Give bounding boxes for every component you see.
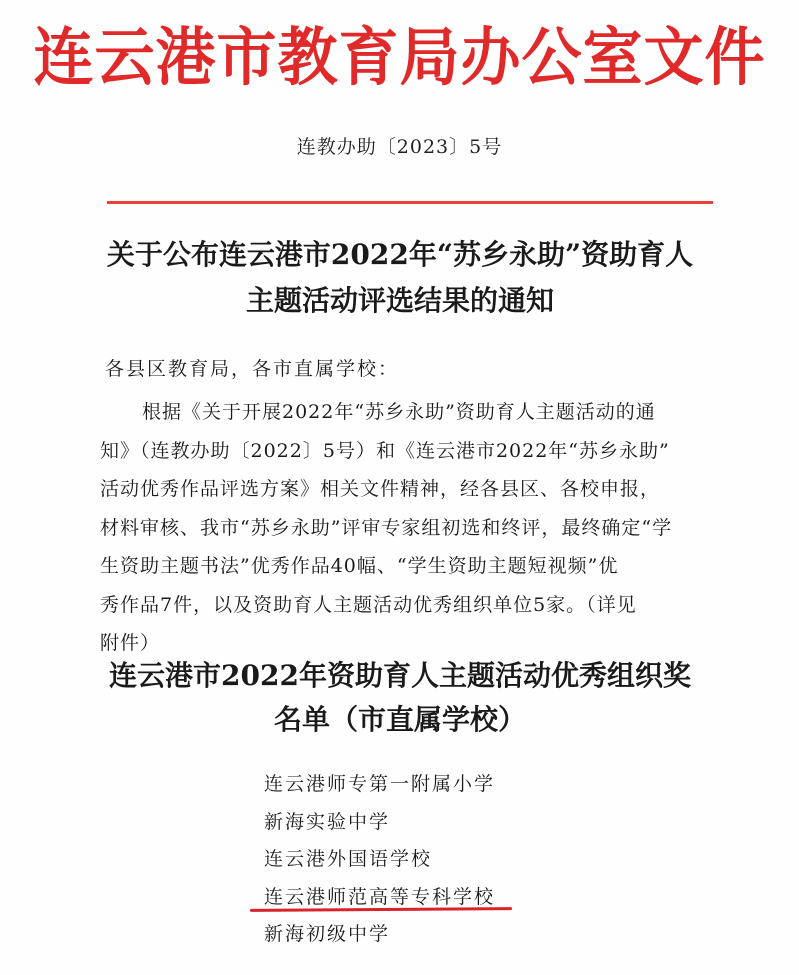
list-item: 连云港外国语学校	[264, 848, 433, 870]
notice-body	[100, 393, 706, 663]
salutation: 各县区教育局，各市直属学校：	[105, 358, 400, 380]
award-list-title	[80, 654, 720, 742]
award-list-title-line-2: 名单（市直属学校）	[273, 703, 526, 736]
award-list-title-line-1: 连云港市2022年资助育人主题活动优秀组织奖	[109, 659, 691, 692]
body-line-7: 附件）	[100, 632, 161, 654]
body-line-2: 知》（连教办助〔2022〕5号）和《连云港市2022年“苏乡永助”	[100, 439, 670, 462]
body-line-5: 生资助主题书法”优秀作品40幅、“学生资助主题短视频”优	[100, 555, 619, 577]
notice-title-line-1: 关于公布连云港市2022年“苏乡永助”资助育人	[106, 238, 694, 271]
document-header-title: 连云港市教育局办公室文件	[33, 21, 766, 95]
list-item: 连云港师专第一附属小学	[264, 773, 496, 795]
body-line-4: 材料审核、我市“苏乡永助”评审专家组初选和终评，最终确定“学	[100, 516, 673, 539]
notice-title	[80, 232, 720, 324]
list-item: 新海初级中学	[264, 923, 391, 945]
list-item: 新海实验中学	[264, 810, 391, 833]
school-list	[264, 766, 495, 954]
list-item: 连云港师范高等专科学校	[264, 885, 496, 908]
body-line-3: 活动优秀作品评选方案》相关文件精神，经各县区、各校申报，	[100, 478, 661, 500]
notice-title-line-2: 主题活动评选结果的通知	[245, 284, 554, 317]
header-divider-line	[107, 201, 713, 204]
document-number: 连教办助〔2023〕5号	[296, 136, 503, 158]
body-line-1: 根据《关于开展2022年“苏乡永助”资助育人主题活动的通	[142, 401, 656, 423]
body-line-6: 秀作品7件，以及资助育人主题活动优秀组织单位5家。（详见	[100, 593, 637, 616]
